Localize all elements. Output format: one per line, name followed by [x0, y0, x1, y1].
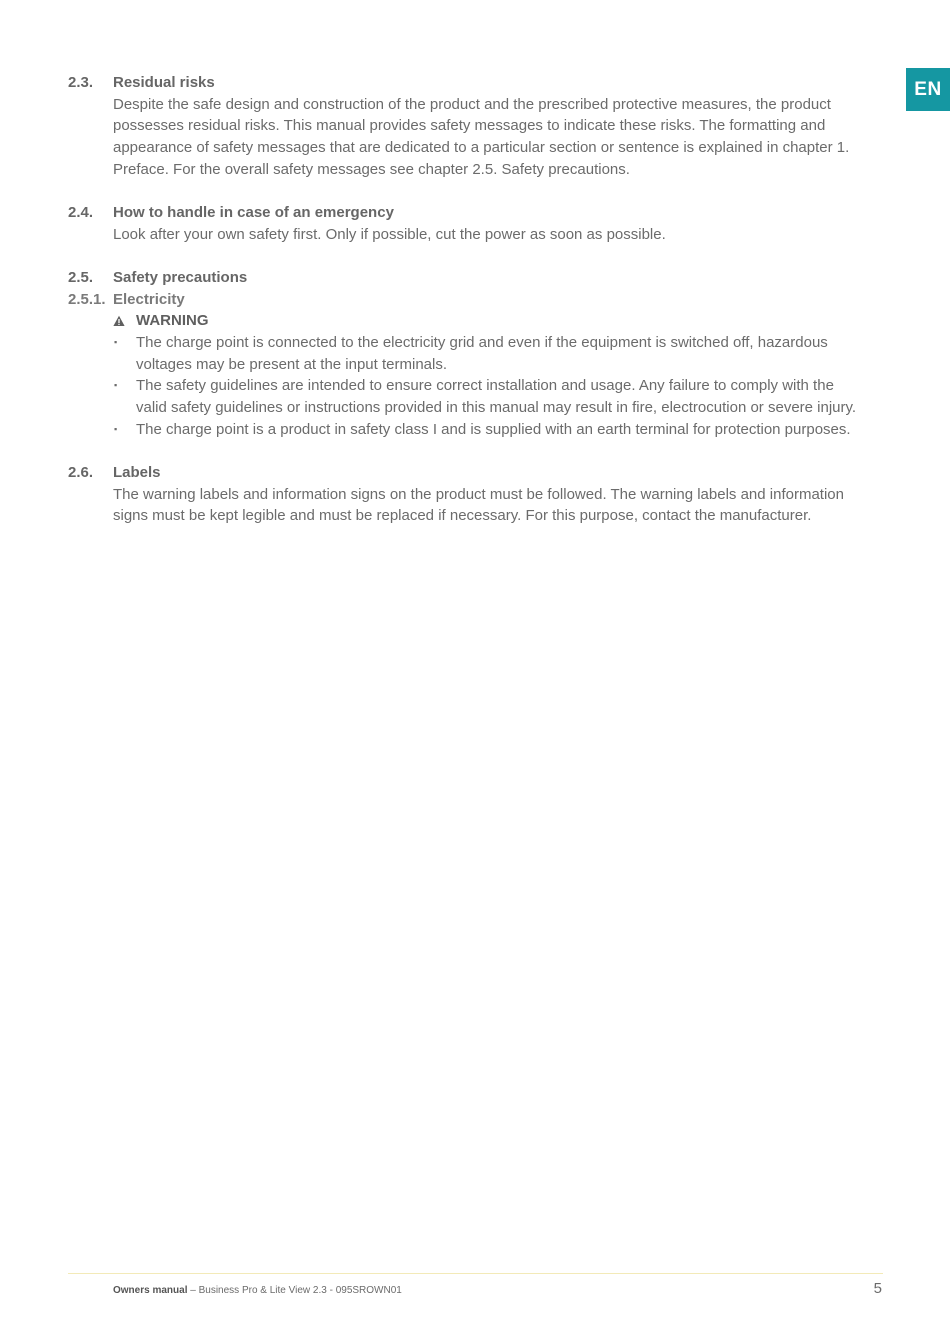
text-line: voltages may be present at the input terminals. [136, 355, 448, 373]
text-line: Look after your own safety first. Only if possible, cut the power as soon as possible. [113, 225, 666, 243]
footer-subtitle: – Business Pro & Lite View 2.3 - 095SROWN01 [187, 1285, 402, 1296]
section-number: 2.5. [68, 268, 94, 286]
section-number: 2.3. [68, 74, 94, 91]
language-tab[interactable]: EN [906, 68, 950, 111]
section-residual-risks [68, 72, 888, 181]
text-line: The warning labels and information signs on the product must be followed. The warning labels and information [113, 485, 844, 503]
section-heading [68, 267, 888, 289]
text-line: The charge point is a product in safety class I and is supplied with an earth terminal for protection purposes. [136, 420, 851, 438]
subsection-number: 2.5.1. [68, 290, 106, 308]
list-item [113, 419, 888, 441]
section-labels [68, 462, 888, 527]
section-paragraph [113, 484, 888, 527]
section-title: Labels [113, 464, 161, 482]
bullet-text [136, 375, 888, 418]
list-item [113, 375, 888, 418]
text-line: The safety guidelines are intended to ensure correct installation and usage. Any failure to comply with the [136, 377, 834, 395]
section-heading [68, 202, 888, 224]
bullet-text [136, 419, 888, 441]
section-emergency [68, 202, 888, 245]
bullet-marker: ▪ [114, 423, 118, 434]
warning-triangle-icon [113, 315, 125, 327]
footer-bold-title: Owners manual [113, 1285, 188, 1296]
section-safety-precautions [68, 267, 888, 441]
footer-divider [68, 1273, 883, 1274]
text-line: appearance of safety messages that are dedicated to a particular section or sentence is explained in chapter 1. [113, 139, 850, 157]
warning-text: WARNING [136, 312, 209, 330]
page-number: 5 [873, 1280, 882, 1297]
subsection-heading [68, 289, 888, 311]
text-line: Preface. For the overall safety messages see chapter 2.5. Safety precautions. [113, 160, 630, 178]
list-item [113, 332, 888, 375]
subsection-title: Electricity [113, 290, 185, 308]
footer-document-title [113, 1285, 402, 1296]
section-number: 2.6. [68, 464, 94, 482]
text-line: signs must be kept legible and must be replaced if necessary. For this purpose, contact the manufacturer. [113, 507, 812, 525]
text-line: possesses residual risks. This manual provides safety messages to indicate these risks. The formatting and [113, 117, 826, 135]
section-title: How to handle in case of an emergency [113, 204, 394, 222]
bullet-text [136, 332, 888, 375]
section-heading [68, 72, 888, 94]
document-body [68, 72, 888, 549]
text-line: The charge point is connected to the electricity grid and even if the equipment is switched off, hazardous [136, 334, 828, 352]
section-number: 2.4. [68, 204, 94, 222]
section-paragraph [113, 224, 888, 246]
section-title: Safety precautions [113, 268, 248, 286]
section-paragraph [113, 94, 888, 181]
section-title: Residual risks [113, 74, 215, 91]
warning-label [113, 310, 888, 332]
section-heading [68, 462, 888, 484]
bullet-list [113, 332, 888, 441]
text-line: Despite the safe design and construction of the product and the prescribed protective measures, the product [113, 95, 831, 113]
bullet-marker: ▪ [114, 380, 118, 391]
bullet-marker: ▪ [114, 337, 118, 348]
text-line: valid safety guidelines or instructions provided in this manual may result in fire, electrocution or severe injury. [136, 399, 857, 417]
